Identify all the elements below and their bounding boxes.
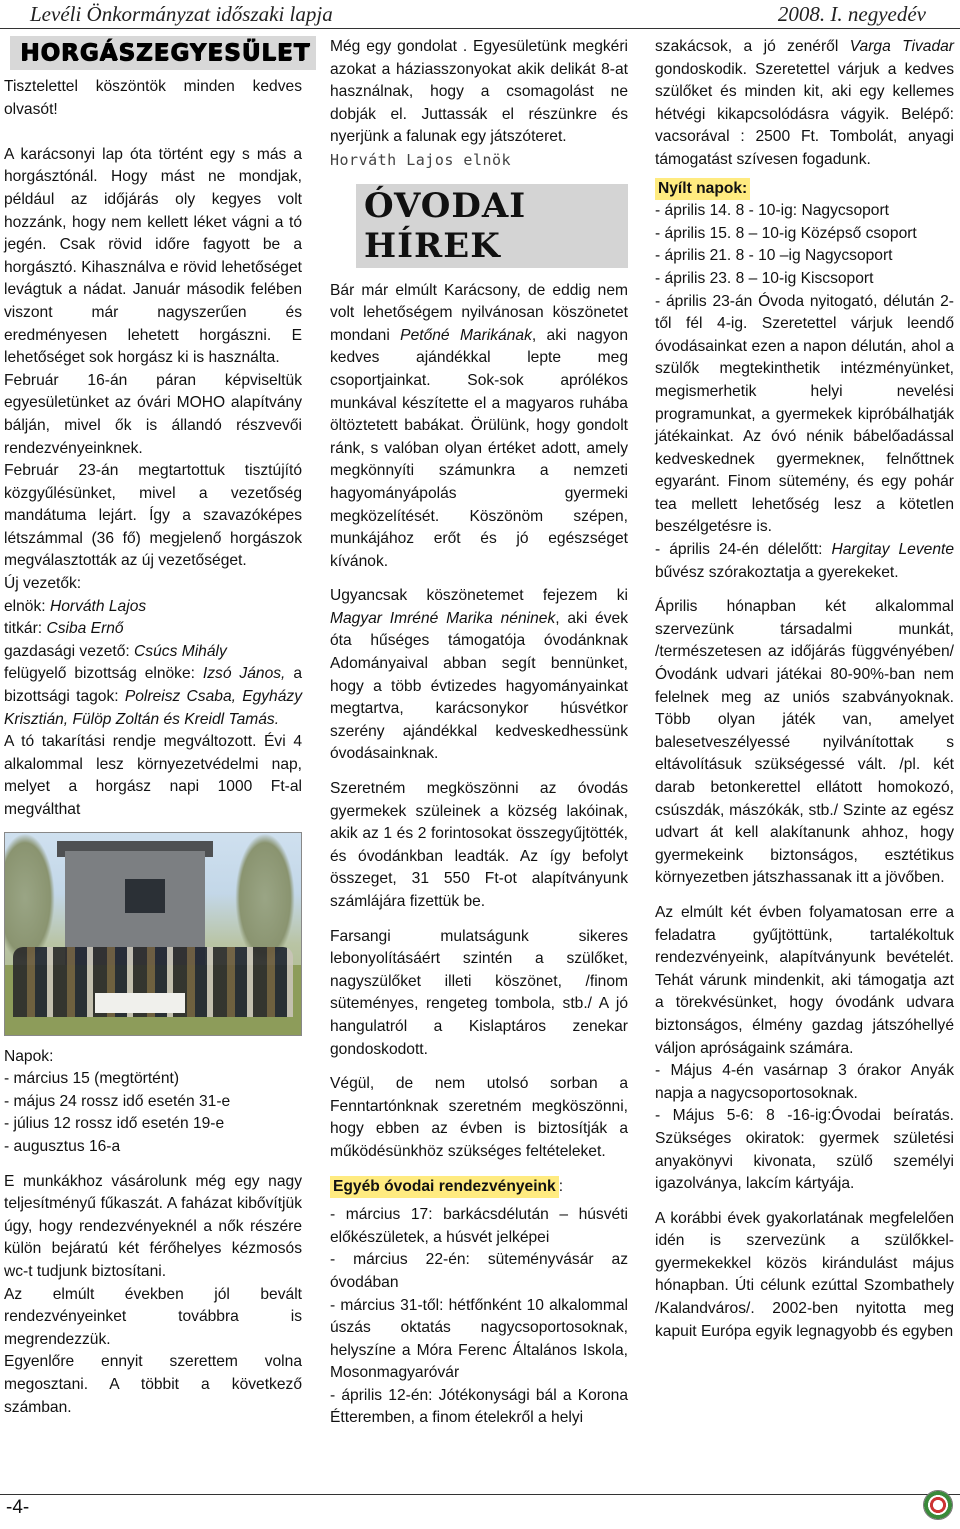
event-item: - március 17: barkácsdélután – húsvéti előkészületek, a húsvét jelképei: [330, 1206, 628, 1246]
column-horgasz: [4, 36, 311, 1419]
paragraph: A karácsonyi lap óta történt egy s más a horgásztónál. Hogy mást ne mondjak, például az időjárás oly kegyes volt hozzánk, hogy nem kellett léket vágni a tó jegén. Csak rövid időre fagyott be a horgásztó. Kihasználva e rövid lehetőséget levágtuk a nádat. Január második felében viszont már nagyszerűen és eredményesen lehetett horgászni. E lehetőséget sok horgász ki is használta.: [4, 145, 302, 367]
fishing-club-group-photo: [4, 832, 302, 1036]
issue-label: 2008. I. negyedév: [777, 2, 926, 26]
days-title: Napok:: [4, 1047, 54, 1065]
header-rule: [0, 28, 960, 29]
page-header: [0, 0, 960, 30]
paragraph: Végül, de nem utolsó sorban a Fenntartónknak szeretném megköszönni, hogy ebben az évben is biztosítják a működésünkhöz szükséges feltételeket.: [330, 1075, 628, 1160]
paragraph: Tisztelettel köszöntök minden kedves olvasót!: [4, 78, 302, 118]
paragraph: A korábbi évek gyakorlatának megfelelően idén is szervezünk a szülőkkel-gyermekekkel közös kirándulást május hónapban. Úti célunk ezúttal Szombathely /Kalandváros/. 2002-ben nyitotta meg kapuit Európa egyik legnagyobb és egyben: [655, 1209, 954, 1340]
paragraph: Az elmúlt években jól bevált rendezvényeinket továbbra is megrendezzük.: [4, 1285, 302, 1348]
leaders-title: Új vezetők:: [4, 575, 82, 593]
open-days-heading: Nyílt napok:: [655, 178, 954, 201]
day-item: - március 15 (megtörtént): [4, 1070, 180, 1088]
paragraph: A tó takarítási rendje megváltozott. Évi 4 alkalommal lesz környezetvédelmi nap, melyet a horgász napi 1000 Ft-al megválthat: [4, 733, 302, 818]
open-day-item: - április 21. 8 - 10 –ig Nagycsoport: [655, 247, 893, 265]
section-title-horgaszegyesulet: HORGÁSZEGYESÜLET: [10, 36, 316, 70]
paragraph: Bár már elmúlt Karácsony, de eddig nem volt lehetőségem nyilvánosan köszönetet mondani Petőné Marikának, aki nagyon kedves ajándékkal lepte meg csoportjainkat. Sok-sok aprólékos munkával készítette el a magyaros ruhába öltöztetett babákat. Örülünk, hogy gondolt ránk, s valóban olyan értéket adott, amely megkönnyíti számunkra a nemzeti hagyományápolás gyermeki megközelítését. Köszönöm szépen, munkájához erőt és jó egészséget kívánok.: [330, 281, 628, 570]
paragraph: - április 24-én délelőtt: Hargitay Levente bűvész szórakoztatja a gyerekeket.: [655, 541, 954, 581]
publication-title: Levéli Önkormányzat időszaki lapja: [30, 2, 333, 26]
page-number: -4-: [6, 1497, 30, 1518]
leader-line: felügyelő bizottság elnöke: Izsó János, a bizottsági tagok: Polreisz Csaba, Egyházy Krisztián, Fülöp Zoltán és Kreidl Tamás.: [4, 665, 302, 728]
open-day-item: - április 15. 8 – 10-ig Középső csoport: [655, 224, 917, 242]
section-title-ovodai-hirek: ÓVODAI HÍREK: [356, 184, 628, 268]
paragraph: Szeretném megköszönni az óvodás gyermekek szüleinek a község lakóinak, akik az 1 és 2 forintosokat összegyűjtötték, és óvodánkban leadták. Az így befolyt összeget, 31 550 Ft-ot alapítványunk számlájára fizettük be.: [330, 780, 628, 910]
leader-line: gazdasági vezető: Csúcs Mihály: [4, 642, 227, 660]
paragraph: - Május 5-6: 8 -16-ig:Óvodai beíratás. Szükséges okiratok: gyermek születési anyakönyvi kivonata, szülő személyi igazolványa, lakcím kártyája.: [655, 1107, 954, 1193]
paragraph: szakácsok, a jó zenéről Varga Tivadar gondoskodik. Szeretettel várjuk a kedves szülőket és minden kit, aki egy kellemes hétvégi kikapcsolódásra vágyik. Belépő: vacsorával : 2500 Ft. Tombolát, anyagi támogatást szívesen fogadunk.: [655, 38, 954, 168]
paragraph: Február 23-án megtartottuk tisztújító közgyűlésünket, mivel a vezetőség mandátuma lejárt. Így a szavazóképes létszámmal (36 fő) megjelenő horgászok megválasztották az új vezetőséget.: [4, 462, 302, 570]
day-item: - július 12 rossz idő esetén 19-e: [4, 1115, 225, 1133]
event-item: - április 12-én: Jótékonysági bál a Korona Étteremben, a finom ételekről a helyi: [330, 1386, 628, 1427]
paragraph: E munkákhoz vásárolunk még egy nagy teljesítményű fűkaszát. A faházat kibővítjük úgy, hogy rendezvényeknél a nők részére külön bejáratú két férőhelyes kézmosós wc-t tudjunk biztosítani.: [4, 1172, 302, 1280]
paragraph: Ugyancsak köszönetemet fejezem ki Magyar Imréné Marika néninek, aki évek óta hűséges támogatója óvodánknak Adományaival abban segít bennünket, hogy a több évtizedes hagyományainkat megtartva, karácsonykor húsvétkor szerény ajándékkal kedveskedhessünk óvodásainknak.: [330, 587, 628, 763]
open-day-item: - április 14. 8 - 10-ig: Nagycsoport: [655, 202, 890, 220]
event-item: - március 22-én: süteményvásár az óvodában: [330, 1251, 628, 1291]
footer-rule: [0, 1494, 960, 1495]
paragraph: Egyenlőre ennyit szerettem volna megosztani. A többit a következő számban.: [4, 1353, 302, 1416]
paragraph: - Május 4-én vasárnap 3 órakor Anyák napja a nagycsoportosoknak.: [655, 1062, 954, 1102]
column-ovoda-continued: [655, 36, 954, 1343]
paragraph: Farsangi mulatságunk sikeres lebonyolításáért szintén a szülőket, nagyszülőket illeti köszönet, /finom süteményes, rengeteg tombola, stb./ A jó hangulatról a Kislaptáros zenekar gondoskodott.: [330, 927, 628, 1058]
paragraph: Az elmúlt két évben folyamatosan erre a feladatra gyűjtöttünk, tartalékoltuk rendezvényeink, alapítványunk bevételét. Tehát várunk mindenkit, aki támogatja azt a törekvésünket, hogy óvodánk udvara biztonságos, élmény gazdag játszóhellyé váljon apróságaink számára.: [655, 903, 954, 1057]
paragraph: Február 16-án páran képviseltük egyesületünket az óvári MOHO alapítvány bálján, mivel ők is állandó részvevői rendezvényeinknek.: [4, 371, 302, 457]
column-ovoda: [330, 36, 628, 1430]
day-item: - május 24 rossz idő esetén 31-e: [4, 1092, 231, 1110]
event-item: - március 31-től: hétfőnként 10 alkalommal úszás oktatás nagycsoportosoknak, helyszíne a Móra Ferenc Általános Iskola, Mosonmagyaróvár: [330, 1296, 628, 1382]
open-day-item: - április 23. 8 – 10-ig Kiscsoport: [655, 269, 874, 287]
paragraph: - április 23-án Óvoda nyitogató, délután 2-től fél 4-ig. Szeretettel várjuk leendő óvodásainkat ezen a napon délután, ahol a szülők megtekinthetik intézményünket, megismerhetik helyi nevelési programunkat, a gyermekek kipróbálhatják játékainkat. Az óvó nénik bábelőadással kedveskednek gyermekneк, felnőttnek egyaránt. Finom sütemény, és egy pohár tea mellett lehetőség lesz a kötetlen beszélgetésre is.: [655, 292, 954, 536]
paragraph: Még egy gondolat . Egyesületünk megkéri azokat a háziasszonyokat akik delikát 8-at használnak, hogy a csomagolást ne dobják el. Juttassák el részünkre és nyerjünk a falunak egy játszóteret.: [330, 38, 628, 146]
events-heading: Egyéb óvodai rendezvényeink :: [330, 1176, 628, 1199]
day-item: - augusztus 16-a: [4, 1137, 121, 1155]
leader-line: elnök: Horváth Lajos: [4, 597, 147, 615]
signature: Horváth Lajos elnök: [330, 150, 512, 169]
paragraph: Április hónapban két alkalommal szervezünk társadalmi munkát, /természetesen az időjárás függvényében/ Óvodánk udvari játékai 80-90%-ban nem felelnek meg az uniós szabványoknak. Több olyan játék van, amelyet balesetveszélyessé nyilvánítottak s eltávolításuk szükségessé vált. /pl. két darab betonkerettel ellátott homokozó, csúszdák, mászókák, stb./ Szinte az egész udvart át kell alakítanunk ahhoz, hogy gyermekeink biztonságos, esztétikus környezetben játszhassanak itt a jövőben.: [655, 598, 954, 887]
leader-line: titkár: Csiba Ernő: [4, 620, 124, 638]
municipality-logo-icon: [923, 1490, 953, 1520]
